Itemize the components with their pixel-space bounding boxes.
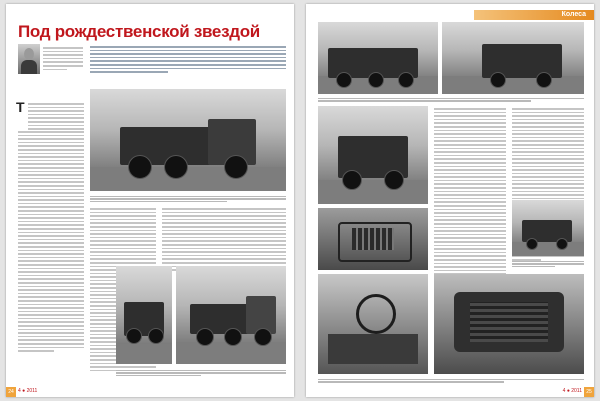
truck-photo-mid-right: [512, 200, 584, 256]
author-photo: [18, 44, 40, 74]
truck-photo-top-right: [442, 22, 584, 94]
main-photo-caption: [90, 194, 286, 204]
truck-photo-lower-left: [116, 266, 172, 364]
lead-paragraph: [90, 44, 286, 75]
top-photos-caption: [318, 96, 584, 103]
engine-detail-photo: [318, 208, 428, 270]
body-column-1b: [18, 129, 84, 354]
author-blurb: [43, 45, 83, 72]
truck-photo-top-left: [318, 22, 438, 94]
right-footer: 4 ● 2011: [562, 388, 582, 394]
section-ribbon: Колеса: [474, 10, 594, 20]
body-column-1: [28, 101, 84, 132]
right-page-number: 25: [584, 387, 594, 397]
truck-photo-main: [90, 89, 286, 191]
truck-photo-lower-right: [176, 266, 286, 364]
engine-bay-photo: [434, 274, 584, 374]
article-title: Под рождественской звездой: [18, 22, 260, 41]
bottom-right-caption: [318, 377, 584, 384]
truck-photo-mid-left: [318, 106, 428, 204]
bottom-photo-caption: [116, 368, 286, 378]
left-page: [6, 4, 294, 397]
left-footer: 4 ● 2011: [18, 388, 38, 394]
mid-right-caption: [512, 259, 584, 269]
right-page: [306, 4, 594, 397]
left-page-number: 24: [6, 387, 16, 397]
cab-interior-photo: [318, 274, 428, 374]
drop-cap: Т: [16, 99, 25, 115]
body-column-3: [162, 206, 286, 273]
